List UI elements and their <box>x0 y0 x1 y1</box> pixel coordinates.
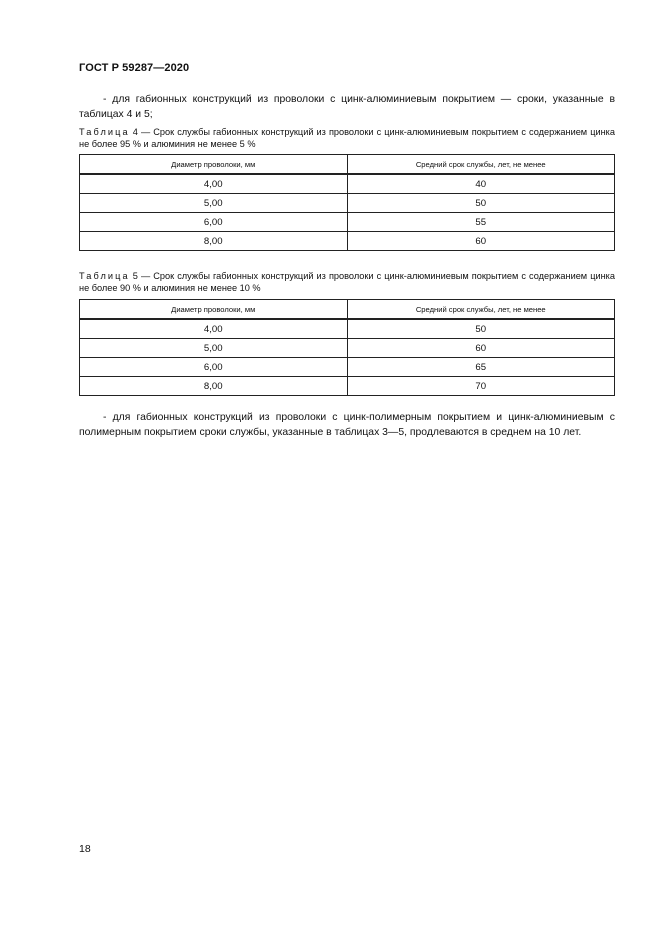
table5 <box>79 299 615 396</box>
table4 <box>79 154 615 251</box>
table4-cell-diameter: 6,00 <box>80 213 348 232</box>
table4-cell-service-life: 50 <box>347 194 615 213</box>
table-row <box>80 339 615 358</box>
closing-paragraph <box>79 410 615 440</box>
table5-cell-diameter: 8,00 <box>80 377 348 396</box>
table4-cell-service-life: 55 <box>347 213 615 232</box>
page-number: 18 <box>79 843 91 855</box>
table5-cell-service-life: 50 <box>347 319 615 339</box>
table-row <box>80 358 615 377</box>
table4-cell-diameter: 8,00 <box>80 232 348 251</box>
table4-caption-text: 4 — Срок службы габионных конструкций из проволоки с цинк-алюминиевым покрытием с содержанием цинка не более 95 % и алюминия не менее 5 % <box>79 127 615 149</box>
table-row <box>80 232 615 251</box>
closing-paragraph-text: - для габионных конструкций из проволоки с цинк-полимерным покрытием и цинк-алюминиевым с полимерным покрытием сроки службы, указанные в таблицах 3—5, продлеваются в среднем на 10 лет. <box>79 412 615 438</box>
table5-cell-diameter: 5,00 <box>80 339 348 358</box>
table4-caption-label: Таблица <box>79 127 130 137</box>
table4-cell-diameter: 4,00 <box>80 174 348 194</box>
table5-header-service-life: Средний срок службы, лет, не менее <box>347 300 615 320</box>
table4-header-service-life: Средний срок службы, лет, не менее <box>347 155 615 175</box>
table-row <box>80 213 615 232</box>
intro-paragraph-text: - для габионных конструкций из проволоки с цинк-алюминиевым покрытием — сроки, указанные в таблицах 4 и 5; <box>79 94 615 120</box>
intro-paragraph <box>79 92 615 122</box>
table4-header-diameter: Диаметр проволоки, мм <box>80 155 348 175</box>
table4-cell-service-life: 40 <box>347 174 615 194</box>
table5-cell-service-life: 60 <box>347 339 615 358</box>
table-row <box>80 319 615 339</box>
table5-cell-service-life: 65 <box>347 358 615 377</box>
table-row <box>80 377 615 396</box>
document-header: ГОСТ Р 59287—2020 <box>79 62 190 74</box>
table-row <box>80 174 615 194</box>
table5-cell-diameter: 4,00 <box>80 319 348 339</box>
table5-header-row <box>80 300 615 320</box>
table4-cell-service-life: 60 <box>347 232 615 251</box>
table5-caption-text: 5 — Срок службы габионных конструкций из проволоки с цинк-алюминиевым покрытием с содержанием цинка не более 90 % и алюминия не менее 10 % <box>79 271 615 293</box>
table5-cell-service-life: 70 <box>347 377 615 396</box>
table4-caption <box>79 126 615 150</box>
table-row <box>80 194 615 213</box>
table4-header-row <box>80 155 615 175</box>
table5-header-diameter: Диаметр проволоки, мм <box>80 300 348 320</box>
table5-cell-diameter: 6,00 <box>80 358 348 377</box>
table5-caption-label: Таблица <box>79 271 130 281</box>
table5-caption <box>79 270 615 294</box>
table4-cell-diameter: 5,00 <box>80 194 348 213</box>
